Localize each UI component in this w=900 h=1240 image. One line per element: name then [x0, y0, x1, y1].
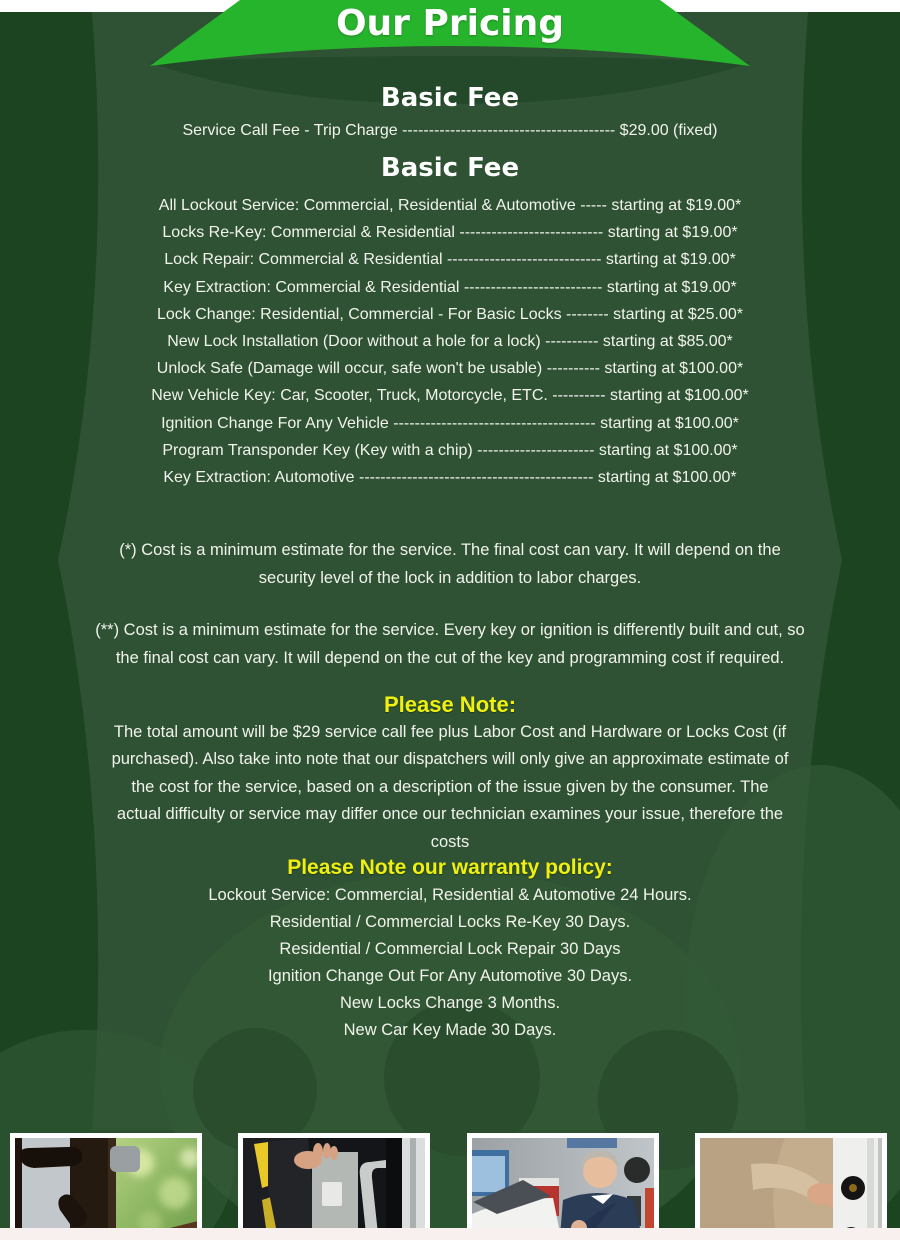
pricing-line: Lock Change: Residential, Commercial - For Basic Locks -------- starting at $25.00* [157, 305, 743, 323]
warranty-line: Residential / Commercial Lock Repair 30 Days [279, 940, 621, 958]
pricing-line: New Lock Installation (Door without a hole for a lock) ---------- starting at $85.00* [167, 333, 733, 351]
photo-locksmith-hand-on-handle [238, 1133, 430, 1228]
disclaimer-double-star: (**) Cost is a minimum estimate for the service. Every key or ignition is differently built and cut, so the final cost can vary. It will depend on the cut of the key and programming cost if required. [95, 621, 805, 667]
photo-door-lock [10, 1133, 202, 1228]
warranty-line: New Car Key Made 30 Days. [343, 1021, 557, 1039]
basic-fee-heading: Basic Fee [380, 83, 520, 113]
pricing-line: Key Extraction: Automotive -------------------------------------------- starting at $100.00* [163, 469, 737, 487]
please-note-heading: Please Note: [383, 692, 517, 717]
pricing-line: All Lockout Service: Commercial, Residential & Automotive ----- starting at $19.00* [158, 197, 742, 214]
services-heading: Basic Fee [380, 153, 520, 183]
warranty-list [0, 882, 900, 1044]
service-call-fee-line: Service Call Fee - Trip Charge ---------------------------------------- $29.00 (fixed) [182, 122, 718, 139]
pricing-line: Lock Repair: Commercial & Residential ----------------------------- starting at $19.00* [164, 251, 736, 269]
please-note-body: The total amount will be $29 service call fee plus Labor Cost and Hardware or Locks Cost (if purchased). Also take into note that our dispatchers will only give an approximate estimate of the cost for the service, based on a description of the issue given by the consumer. The actual difficulty or service may differ once our technician examines your issue, therefore the costs [111, 723, 789, 851]
pricing-list [0, 192, 900, 491]
disclaimer-single-star: (*) Cost is a minimum estimate for the service. The final cost can vary. It will depend on the security level of the lock in addition to labor charges. [119, 541, 781, 587]
warranty-line: Residential / Commercial Locks Re-Key 30 Days. [269, 913, 631, 931]
pricing-line: Ignition Change For Any Vehicle -------------------------------------- starting at $100.00* [161, 414, 739, 432]
photo-hand-with-key-at-door [695, 1133, 887, 1228]
warranty-heading: Please Note our warranty policy: [287, 856, 613, 879]
pricing-line: Unlock Safe (Damage will occur, safe won't be usable) ---------- starting at $100.00* [156, 360, 744, 378]
pricing-line: Locks Re-Key: Commercial & Residential --------------------------- starting at $19.00* [162, 224, 738, 242]
warranty-line: New Locks Change 3 Months. [339, 994, 561, 1012]
warranty-line: Lockout Service: Commercial, Residential & Automotive 24 Hours. [208, 886, 692, 904]
pricing-line: Key Extraction: Commercial & Residential -------------------------- starting at $19.00* [163, 278, 737, 296]
pricing-line: New Vehicle Key: Car, Scooter, Truck, Motorcycle, ETC. ---------- starting at $100.00* [151, 387, 749, 405]
pricing-line: Program Transponder Key (Key with a chip) ---------------------- starting at $100.00* [162, 441, 738, 459]
bottom-white-strip [0, 1228, 900, 1240]
photo-technician-holding-key [467, 1133, 659, 1228]
warranty-line: Ignition Change Out For Any Automotive 30 Days. [267, 967, 633, 985]
page-title: Our Pricing [335, 3, 565, 44]
